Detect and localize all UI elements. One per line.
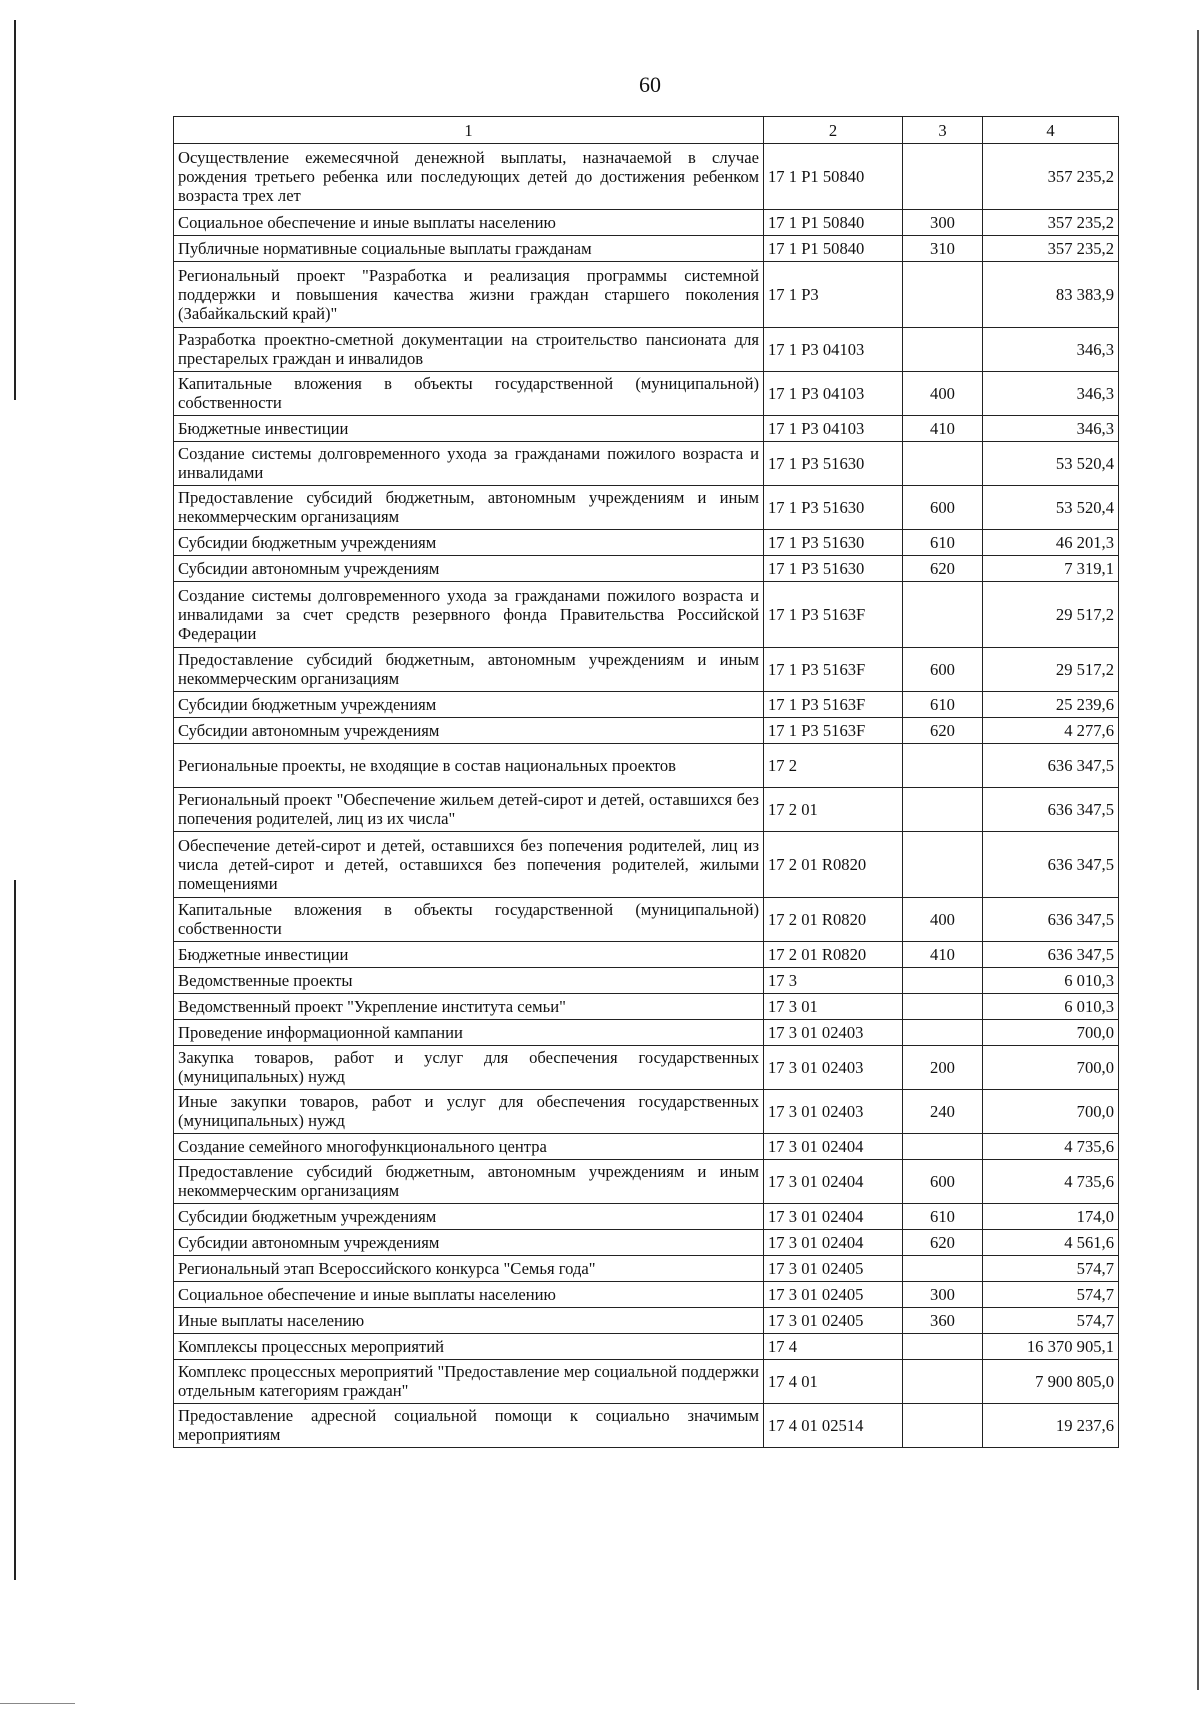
- table-row: [174, 1404, 1119, 1448]
- row-name: Комплексы процессных мероприятий: [174, 1334, 764, 1360]
- row-name: Капитальные вложения в объекты государственной (муниципальной) собственности: [174, 898, 764, 942]
- row-name: Капитальные вложения в объекты государственной (муниципальной) собственности: [174, 372, 764, 416]
- scan-edge-line: [0, 1703, 75, 1704]
- table-row: [174, 718, 1119, 744]
- row-amount: 53 520,4: [983, 442, 1119, 486]
- table-row: [174, 692, 1119, 718]
- row-target-article: 17 2: [764, 744, 903, 788]
- table-row: [174, 832, 1119, 898]
- row-name: Иные закупки товаров, работ и услуг для обеспечения государственных (муниципальных) нужд: [174, 1090, 764, 1134]
- table-row: [174, 1020, 1119, 1046]
- row-name: Закупка товаров, работ и услуг для обеспечения государственных (муниципальных) нужд: [174, 1046, 764, 1090]
- table-row: [174, 442, 1119, 486]
- row-expense-type: 410: [903, 416, 983, 442]
- row-target-article: 17 4 01 02514: [764, 1404, 903, 1448]
- row-target-article: 17 1 P1 50840: [764, 210, 903, 236]
- row-target-article: 17 3: [764, 968, 903, 994]
- row-expense-type: 600: [903, 1160, 983, 1204]
- row-name: Публичные нормативные социальные выплаты гражданам: [174, 236, 764, 262]
- column-header: 4: [983, 117, 1119, 144]
- row-target-article: 17 1 P3 51630: [764, 530, 903, 556]
- row-amount: 4 735,6: [983, 1134, 1119, 1160]
- table-row: [174, 1230, 1119, 1256]
- row-amount: 636 347,5: [983, 832, 1119, 898]
- row-target-article: 17 1 P3 51630: [764, 442, 903, 486]
- table-row: [174, 968, 1119, 994]
- row-expense-type: 300: [903, 1282, 983, 1308]
- row-target-article: 17 3 01 02405: [764, 1282, 903, 1308]
- row-amount: 700,0: [983, 1046, 1119, 1090]
- column-header: 2: [764, 117, 903, 144]
- row-expense-type: 620: [903, 1230, 983, 1256]
- row-name: Региональный проект "Разработка и реализация программы системной поддержки и повышения качества жизни граждан старшего поколения (Забайкальский край)": [174, 262, 764, 328]
- row-amount: 346,3: [983, 416, 1119, 442]
- row-name: Обеспечение детей-сирот и детей, оставшихся без попечения родителей, лиц из числа детей-сирот и детей, оставшихся без попечения родителей, жилыми помещениями: [174, 832, 764, 898]
- row-amount: 357 235,2: [983, 210, 1119, 236]
- row-expense-type: [903, 328, 983, 372]
- table-row: [174, 236, 1119, 262]
- row-amount: 16 370 905,1: [983, 1334, 1119, 1360]
- row-amount: 19 237,6: [983, 1404, 1119, 1448]
- row-expense-type: [903, 744, 983, 788]
- row-amount: 574,7: [983, 1282, 1119, 1308]
- row-target-article: 17 1 P3 5163F: [764, 582, 903, 648]
- row-target-article: 17 1 P3 51630: [764, 486, 903, 530]
- row-expense-type: [903, 1404, 983, 1448]
- row-name: Комплекс процессных мероприятий "Предоставление мер социальной поддержки отдельным категориям граждан": [174, 1360, 764, 1404]
- row-name: Ведомственный проект "Укрепление института семьи": [174, 994, 764, 1020]
- table-row: [174, 328, 1119, 372]
- row-expense-type: 610: [903, 530, 983, 556]
- row-expense-type: 600: [903, 486, 983, 530]
- row-expense-type: 610: [903, 1204, 983, 1230]
- page-number: 60: [639, 72, 661, 97]
- row-amount: 4 561,6: [983, 1230, 1119, 1256]
- row-target-article: 17 1 P1 50840: [764, 144, 903, 210]
- table-row: [174, 898, 1119, 942]
- row-target-article: 17 1 P3 04103: [764, 416, 903, 442]
- row-target-article: 17 1 P3 5163F: [764, 692, 903, 718]
- table-row: [174, 372, 1119, 416]
- row-expense-type: [903, 1020, 983, 1046]
- row-expense-type: [903, 144, 983, 210]
- row-name: Региональный этап Всероссийского конкурса "Семья года": [174, 1256, 764, 1282]
- table-header-row: [174, 117, 1119, 144]
- row-name: Субсидии бюджетным учреждениям: [174, 530, 764, 556]
- table-row: [174, 486, 1119, 530]
- row-expense-type: 400: [903, 898, 983, 942]
- row-amount: 83 383,9: [983, 262, 1119, 328]
- table-row: [174, 1046, 1119, 1090]
- table-row: [174, 1160, 1119, 1204]
- row-target-article: 17 3 01 02405: [764, 1256, 903, 1282]
- row-amount: 357 235,2: [983, 144, 1119, 210]
- table-row: [174, 942, 1119, 968]
- row-amount: 357 235,2: [983, 236, 1119, 262]
- row-name: Субсидии бюджетным учреждениям: [174, 692, 764, 718]
- row-target-article: 17 3 01 02403: [764, 1090, 903, 1134]
- row-target-article: 17 1 P3 5163F: [764, 648, 903, 692]
- row-expense-type: [903, 262, 983, 328]
- row-target-article: 17 1 P1 50840: [764, 236, 903, 262]
- row-amount: 4 735,6: [983, 1160, 1119, 1204]
- row-name: Создание семейного многофункционального центра: [174, 1134, 764, 1160]
- row-name: Субсидии автономным учреждениям: [174, 718, 764, 744]
- row-expense-type: [903, 1134, 983, 1160]
- row-name: Предоставление субсидий бюджетным, автономным учреждениям и иным некоммерческим организациям: [174, 1160, 764, 1204]
- row-amount: 346,3: [983, 372, 1119, 416]
- table-row: [174, 788, 1119, 832]
- row-expense-type: 240: [903, 1090, 983, 1134]
- row-target-article: 17 3 01: [764, 994, 903, 1020]
- table-row: [174, 582, 1119, 648]
- table-row: [174, 744, 1119, 788]
- row-target-article: 17 3 01 02404: [764, 1204, 903, 1230]
- table-row: [174, 530, 1119, 556]
- table-row: [174, 262, 1119, 328]
- table-row: [174, 648, 1119, 692]
- scan-edge-line: [1197, 30, 1199, 1690]
- row-target-article: 17 3 01 02403: [764, 1046, 903, 1090]
- row-name: Предоставление субсидий бюджетным, автономным учреждениям и иным некоммерческим организациям: [174, 486, 764, 530]
- row-target-article: 17 2 01 R0820: [764, 898, 903, 942]
- row-expense-type: [903, 968, 983, 994]
- row-name: Субсидии автономным учреждениям: [174, 1230, 764, 1256]
- row-expense-type: 600: [903, 648, 983, 692]
- row-amount: 700,0: [983, 1020, 1119, 1046]
- row-amount: 574,7: [983, 1308, 1119, 1334]
- row-amount: 53 520,4: [983, 486, 1119, 530]
- row-expense-type: [903, 442, 983, 486]
- row-expense-type: 610: [903, 692, 983, 718]
- row-target-article: 17 1 P3 51630: [764, 556, 903, 582]
- row-expense-type: 360: [903, 1308, 983, 1334]
- table-row: [174, 1308, 1119, 1334]
- row-expense-type: [903, 832, 983, 898]
- row-expense-type: [903, 582, 983, 648]
- row-expense-type: [903, 788, 983, 832]
- table-row: [174, 416, 1119, 442]
- row-amount: 574,7: [983, 1256, 1119, 1282]
- table-row: [174, 1090, 1119, 1134]
- row-expense-type: [903, 994, 983, 1020]
- table-row: [174, 1334, 1119, 1360]
- row-amount: 25 239,6: [983, 692, 1119, 718]
- row-amount: 636 347,5: [983, 898, 1119, 942]
- row-name: Создание системы долговременного ухода за гражданами пожилого возраста и инвалидами за счет средств резервного фонда Правительства Российской Федерации: [174, 582, 764, 648]
- row-target-article: 17 2 01: [764, 788, 903, 832]
- row-expense-type: 400: [903, 372, 983, 416]
- row-amount: 7 319,1: [983, 556, 1119, 582]
- row-amount: 174,0: [983, 1204, 1119, 1230]
- row-expense-type: 300: [903, 210, 983, 236]
- row-expense-type: [903, 1334, 983, 1360]
- table-row: [174, 1134, 1119, 1160]
- column-header: 1: [174, 117, 764, 144]
- table-row: [174, 994, 1119, 1020]
- row-target-article: 17 1 P3 04103: [764, 372, 903, 416]
- row-target-article: 17 3 01 02403: [764, 1020, 903, 1046]
- table-row: [174, 210, 1119, 236]
- row-target-article: 17 3 01 02404: [764, 1160, 903, 1204]
- row-target-article: 17 3 01 02404: [764, 1134, 903, 1160]
- row-name: Ведомственные проекты: [174, 968, 764, 994]
- row-name: Иные выплаты населению: [174, 1308, 764, 1334]
- row-expense-type: 310: [903, 236, 983, 262]
- row-amount: 29 517,2: [983, 582, 1119, 648]
- row-amount: 6 010,3: [983, 968, 1119, 994]
- row-amount: 6 010,3: [983, 994, 1119, 1020]
- row-name: Бюджетные инвестиции: [174, 942, 764, 968]
- row-amount: 29 517,2: [983, 648, 1119, 692]
- row-target-article: 17 4 01: [764, 1360, 903, 1404]
- row-amount: 346,3: [983, 328, 1119, 372]
- scan-edge-line: [14, 880, 16, 1580]
- row-target-article: 17 4: [764, 1334, 903, 1360]
- table-row: [174, 556, 1119, 582]
- table-row: [174, 1204, 1119, 1230]
- row-name: Создание системы долговременного ухода за гражданами пожилого возраста и инвалидами: [174, 442, 764, 486]
- row-amount: 7 900 805,0: [983, 1360, 1119, 1404]
- row-amount: 4 277,6: [983, 718, 1119, 744]
- row-name: Региональный проект "Обеспечение жильем детей-сирот и детей, оставшихся без попечения родителей, лиц из их числа": [174, 788, 764, 832]
- row-expense-type: [903, 1360, 983, 1404]
- row-expense-type: 620: [903, 718, 983, 744]
- column-header: 3: [903, 117, 983, 144]
- row-expense-type: 620: [903, 556, 983, 582]
- row-target-article: 17 3 01 02405: [764, 1308, 903, 1334]
- row-amount: 636 347,5: [983, 744, 1119, 788]
- row-name: Проведение информационной кампании: [174, 1020, 764, 1046]
- row-target-article: 17 1 P3: [764, 262, 903, 328]
- row-target-article: 17 2 01 R0820: [764, 832, 903, 898]
- row-expense-type: 410: [903, 942, 983, 968]
- row-expense-type: 200: [903, 1046, 983, 1090]
- row-amount: 636 347,5: [983, 942, 1119, 968]
- row-name: Субсидии бюджетным учреждениям: [174, 1204, 764, 1230]
- row-amount: 636 347,5: [983, 788, 1119, 832]
- row-target-article: 17 1 P3 5163F: [764, 718, 903, 744]
- row-name: Предоставление субсидий бюджетным, автономным учреждениям и иным некоммерческим организациям: [174, 648, 764, 692]
- table-row: [174, 144, 1119, 210]
- row-name: Субсидии автономным учреждениям: [174, 556, 764, 582]
- row-target-article: 17 2 01 R0820: [764, 942, 903, 968]
- row-amount: 46 201,3: [983, 530, 1119, 556]
- row-name: Предоставление адресной социальной помощи к социально значимым мероприятиям: [174, 1404, 764, 1448]
- table-row: [174, 1282, 1119, 1308]
- row-name: Социальное обеспечение и иные выплаты населению: [174, 1282, 764, 1308]
- row-amount: 700,0: [983, 1090, 1119, 1134]
- table-row: [174, 1256, 1119, 1282]
- row-target-article: 17 1 P3 04103: [764, 328, 903, 372]
- row-name: Социальное обеспечение и иные выплаты населению: [174, 210, 764, 236]
- table-row: [174, 1360, 1119, 1404]
- row-name: Осуществление ежемесячной денежной выплаты, назначаемой в случае рождения третьего ребенка или последующих детей до достижения ребенком возраста трех лет: [174, 144, 764, 210]
- budget-table: [173, 116, 1119, 1448]
- row-expense-type: [903, 1256, 983, 1282]
- row-name: Бюджетные инвестиции: [174, 416, 764, 442]
- row-name: Региональные проекты, не входящие в состав национальных проектов: [174, 744, 764, 788]
- row-target-article: 17 3 01 02404: [764, 1230, 903, 1256]
- row-name: Разработка проектно-сметной документации на строительство пансионата для престарелых граждан и инвалидов: [174, 328, 764, 372]
